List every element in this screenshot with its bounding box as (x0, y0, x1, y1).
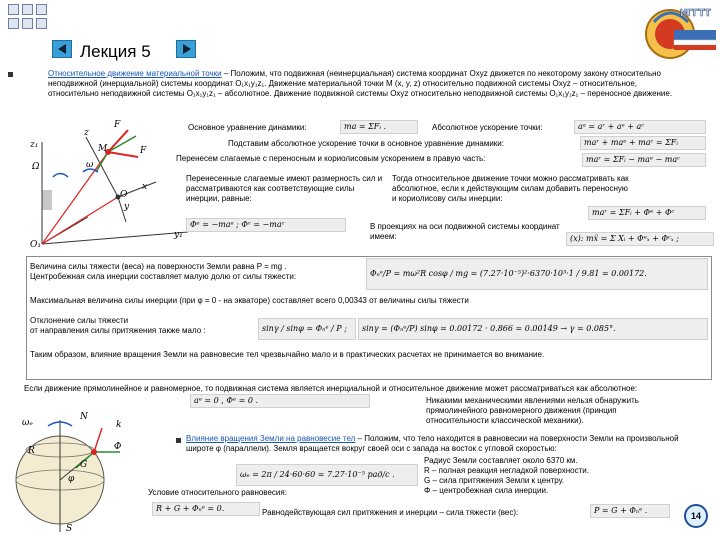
bullet (176, 438, 181, 443)
coordinate-systems-figure (28, 122, 198, 257)
force-label-f: F (114, 120, 121, 130)
equilibrium-condition-label: Условие относительного равновесия: (148, 488, 287, 497)
relative-as-absolute-text: Тогда относительное движение точки можно рассматривать как абсолютное, если к действующим силам добавить переносную и кориолисову силы инерции: (392, 174, 629, 203)
latitude-label: φ (68, 474, 75, 484)
earth-item-1: Радиус Земли составляет около 6370 км. (424, 456, 578, 465)
eq-main-formula: ma = ΣFᵢ . (340, 120, 418, 134)
page-title: Лекция 5 (80, 42, 151, 61)
intro-text: – Положим, что подвижная (неинерциальная) система координат Oxyz движется по некоторому закону относительно неподвижной (инерциальной) системы координат O₁x₁y₁z₁. Движение материальной точки M (x, y, z) относительно подвижной системы Oxyz – относительное, относительно неподвижной системы O₁x₁y₁z₁ – абсолютное. Движение подвижной системы Oxyz относительно неподвижной системы O₁x₁y₁z₁ – переносное движение. (48, 69, 673, 98)
decor-square (22, 4, 33, 15)
relativity-principle-text: Никакими механическими явлениями нельзя обнаружить прямолинейного равномерного движения (принцип относительности классической механики). (426, 396, 639, 425)
decor-square (8, 18, 19, 29)
substitute-text: Подставим абсолютное ускорение точки в основное уравнение динамики: (228, 139, 504, 148)
decor-square (36, 18, 47, 29)
transfer-text: Перенесем слагаемые с переносным и кориолисовым ускорением в правую часть: (176, 154, 486, 163)
weight-formula: P = G + Φₙᵉ . (590, 504, 670, 518)
transfer-formula: maʳ = ΣFᵢ − maᵉ − maᶜ (582, 153, 706, 167)
abs-accel-formula: aᵃ = aʳ + aᵉ + aᶜ (574, 120, 706, 134)
projection-text: В проекциях на оси подвижной системы координат имеем: (370, 222, 560, 241)
axis-label-y: y (124, 202, 130, 212)
prev-slide-button[interactable] (52, 40, 72, 58)
bullet (8, 72, 13, 77)
gravity-conclusion: Таким образом, влияние вращения Земли на равновесие тел чрезвычайно мало и в практических расчетах не принимается во внимание. (30, 350, 545, 359)
origin-label-o1: O₁ (30, 240, 41, 250)
earth-item-4: Φ – центробежная сила инерции. (424, 486, 549, 495)
weight-result-text: Равнодействующая сил притяжения и инерции – сила тяжести (вес): (262, 508, 519, 517)
north-label: N (80, 412, 88, 422)
earth-rotation-lead: Влияние вращения Земли на равновесие тел (186, 434, 356, 443)
point-label-m: M (98, 144, 108, 154)
centrifugal-ratio-formula: Φₙᵉ/P = mω²R cosφ / mg = (7.27·10⁻⁵)²·6370·10³·1 / 9.81 = 0.00172. (366, 258, 708, 290)
deviation-angle-formula: sinγ = (Φₙᵉ/P) sinφ = 0.00172 · 0.866 = 0.00149 → γ = 0.085°. (358, 318, 708, 340)
deviation-ratio-formula: sinγ / sinφ = Φₙᵉ / P ; (258, 318, 356, 340)
intro-lead: Относительное движение материальной точки (48, 69, 222, 78)
south-label: S (66, 524, 73, 534)
earth-rotation-text: – Положим, что тело находится в равновесии на поверхности Земли на произвольной широте φ (параллели). Земля вращается вокруг своей оси с запада на восток с угловой скоростью: (186, 434, 679, 453)
earth-rotation-paragraph (186, 434, 686, 454)
omega-label-small: ω (86, 160, 94, 170)
k-label: k (116, 420, 122, 430)
abs-accel-label: Абсолютное ускорение точки: (432, 123, 543, 132)
gravity-text-2: Центробежная сила инерции составляет малую долю от силы тяжести: (30, 272, 297, 281)
deviation-text-2: от направления силы притяжения также мало : (30, 326, 206, 335)
equilibrium-formula: R + G + Φₙᵉ = 0. (152, 502, 260, 516)
substitute-formula: maʳ + maᵉ + maᶜ = ΣFᵢ (580, 136, 706, 150)
origin-label-o: O (120, 190, 128, 200)
intro-paragraph (48, 69, 688, 99)
force-label-f2: F (140, 146, 147, 156)
logo: ИГГТТ (640, 2, 718, 64)
projection-formula: (x): mẍ = Σ Xᵢ + Φᵉₓ + Φᶜₓ ; (566, 232, 714, 246)
earth-omega-label: ωₑ (22, 418, 33, 428)
decor-square (22, 18, 33, 29)
axis-label-x: x (142, 182, 148, 192)
reaction-label: R (28, 446, 35, 456)
earth-diagram (10, 412, 130, 538)
max-inertia-text: Максимальная величина силы инерции (при φ = 0 - на экваторе) составляет всего 0,00343 от величины силы тяжести (30, 296, 469, 305)
coordinate-diagram (28, 122, 198, 257)
page-number-badge: 14 (684, 504, 708, 528)
omega-label-big: Ω (32, 162, 40, 172)
gravity-text-1: Величина силы тяжести (веса) на поверхности Земли равна P = mg . (30, 262, 287, 271)
axis-label-z: z (84, 128, 89, 138)
next-slide-button[interactable] (176, 40, 196, 58)
attraction-label: G (80, 460, 88, 470)
deviation-text-1: Отклонение силы тяжести (30, 316, 129, 325)
relative-motion-formula: maʳ = ΣFᵢ + Φᵉ + Φᶜ (588, 206, 706, 220)
axis-label-y1: y₁ (174, 230, 183, 240)
eq-main-label: Основное уравнение динамики: (188, 123, 307, 132)
inertia-forces-formula: Φᵉ = −maᵉ ; Φᶜ = −maᶜ (186, 218, 346, 232)
inertia-forces-text: Перенесенные слагаемые имеют размерность сил и рассматриваются как соответствующие силы инерции, равные: (186, 174, 383, 203)
earth-item-2: R – полная реакция негладкой поверхности. (424, 466, 589, 475)
centrifugal-label: Φ (114, 442, 122, 452)
inertial-frame-formula: aᵉ = 0 , Φᵉ = 0 . (190, 394, 370, 408)
earth-item-3: G – сила притяжения Земли к центру. (424, 476, 565, 485)
decor-square (8, 4, 19, 15)
angular-velocity-formula: ωₑ = 2π / 24·60·60 = 7.27·10⁻⁵ рад/с . (236, 464, 418, 486)
axis-label-z1: z₁ (30, 140, 39, 150)
decor-square (36, 4, 47, 15)
inertial-frame-text: Если движение прямолинейное и равномерное, то подвижная система является инерциальной и относительное движение может рассматриваться как абсолютное: (24, 384, 638, 393)
